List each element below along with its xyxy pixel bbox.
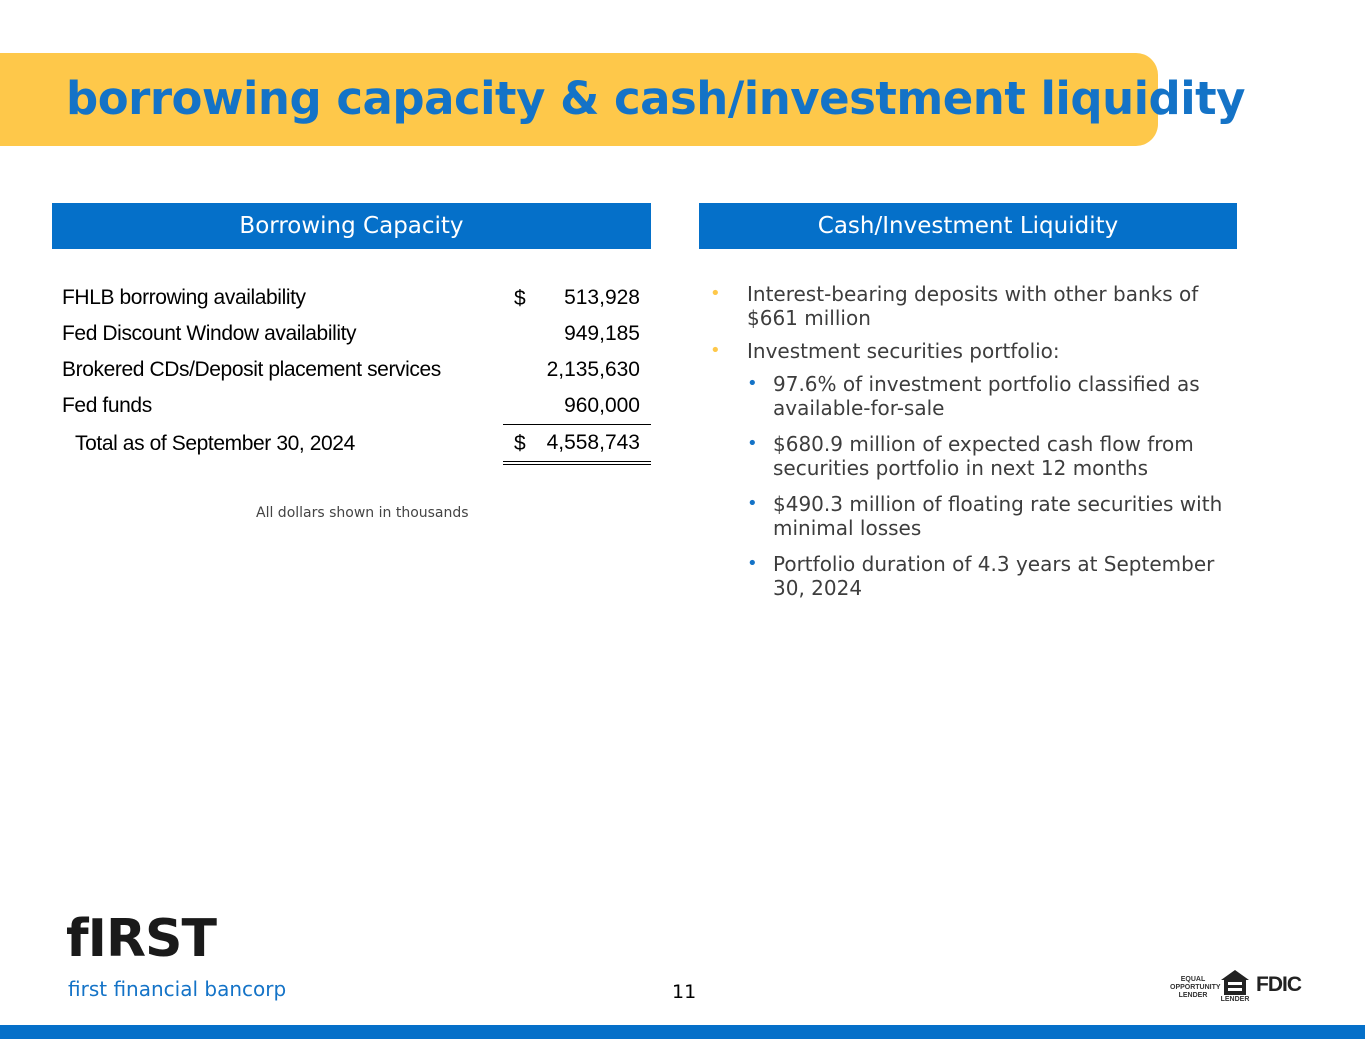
borrowing-capacity-table [52, 280, 651, 465]
row-value: 949,185 [564, 322, 640, 345]
equal-housing-caption: LENDER [1220, 996, 1250, 1003]
total-amount [503, 425, 651, 464]
bullet-icon: • [710, 340, 721, 361]
logo-subtitle: first financial bancorp [68, 977, 287, 1001]
bullet-text: 97.6% of investment portfolio classified as available-for-sale [773, 372, 1200, 420]
total-value: 4,558,743 [546, 431, 640, 454]
row-value: 960,000 [564, 394, 640, 417]
table-row [52, 388, 651, 425]
list-item [708, 492, 1238, 540]
bullet-icon: • [710, 283, 721, 304]
borrowing-capacity-header: Borrowing Capacity [52, 203, 651, 249]
table-row [52, 352, 651, 388]
company-logo [66, 909, 287, 1005]
liquidity-bullet-list [708, 282, 1238, 612]
row-amount [503, 388, 651, 425]
logo-wordmark: fIRST [66, 909, 216, 969]
table-row [52, 280, 651, 316]
bullet-text: $490.3 million of floating rate securities with minimal losses [773, 492, 1223, 540]
row-value: 2,135,630 [546, 358, 640, 381]
list-item [708, 552, 1238, 600]
bullet-icon: • [747, 553, 758, 574]
list-item [708, 432, 1238, 480]
bullet-text: Portfolio duration of 4.3 years at September 30, 2024 [773, 552, 1215, 600]
row-amount [503, 352, 651, 388]
list-item [708, 372, 1238, 420]
row-label: Fed Discount Window availability [62, 322, 357, 345]
footer-bar [0, 1025, 1365, 1039]
total-row [52, 425, 651, 464]
bullet-icon: • [747, 493, 758, 514]
currency-symbol: $ [514, 432, 526, 455]
row-value: 513,928 [564, 286, 640, 309]
currency-symbol: $ [514, 287, 526, 310]
row-amount [503, 316, 651, 352]
bullet-icon: • [747, 373, 758, 394]
table-row [52, 316, 651, 352]
list-item [708, 339, 1238, 363]
list-item [708, 282, 1238, 330]
page-title: borrowing capacity & cash/investment liquidity [66, 72, 1246, 125]
page-number: 11 [672, 981, 697, 1003]
bullet-text: Investment securities portfolio: [747, 339, 1060, 363]
total-label: Total as of September 30, 2024 [75, 431, 355, 455]
row-label: Brokered CDs/Deposit placement services [62, 358, 441, 381]
equal-opportunity-lender-text: EQUAL OPPORTUNITY LENDER [1170, 976, 1221, 999]
row-label: FHLB borrowing availability [62, 286, 306, 309]
bullet-text: $680.9 million of expected cash flow from securities portfolio in next 12 months [773, 432, 1194, 480]
bullet-text: Interest-bearing deposits with other banks of $661 million [747, 282, 1199, 330]
footnote: All dollars shown in thousands [256, 505, 469, 521]
row-amount [503, 280, 651, 316]
bullet-icon: • [747, 433, 758, 454]
fdic-logo: FDIC [1256, 973, 1301, 996]
liquidity-header: Cash/Investment Liquidity [699, 203, 1237, 249]
row-label: Fed funds [62, 394, 152, 418]
